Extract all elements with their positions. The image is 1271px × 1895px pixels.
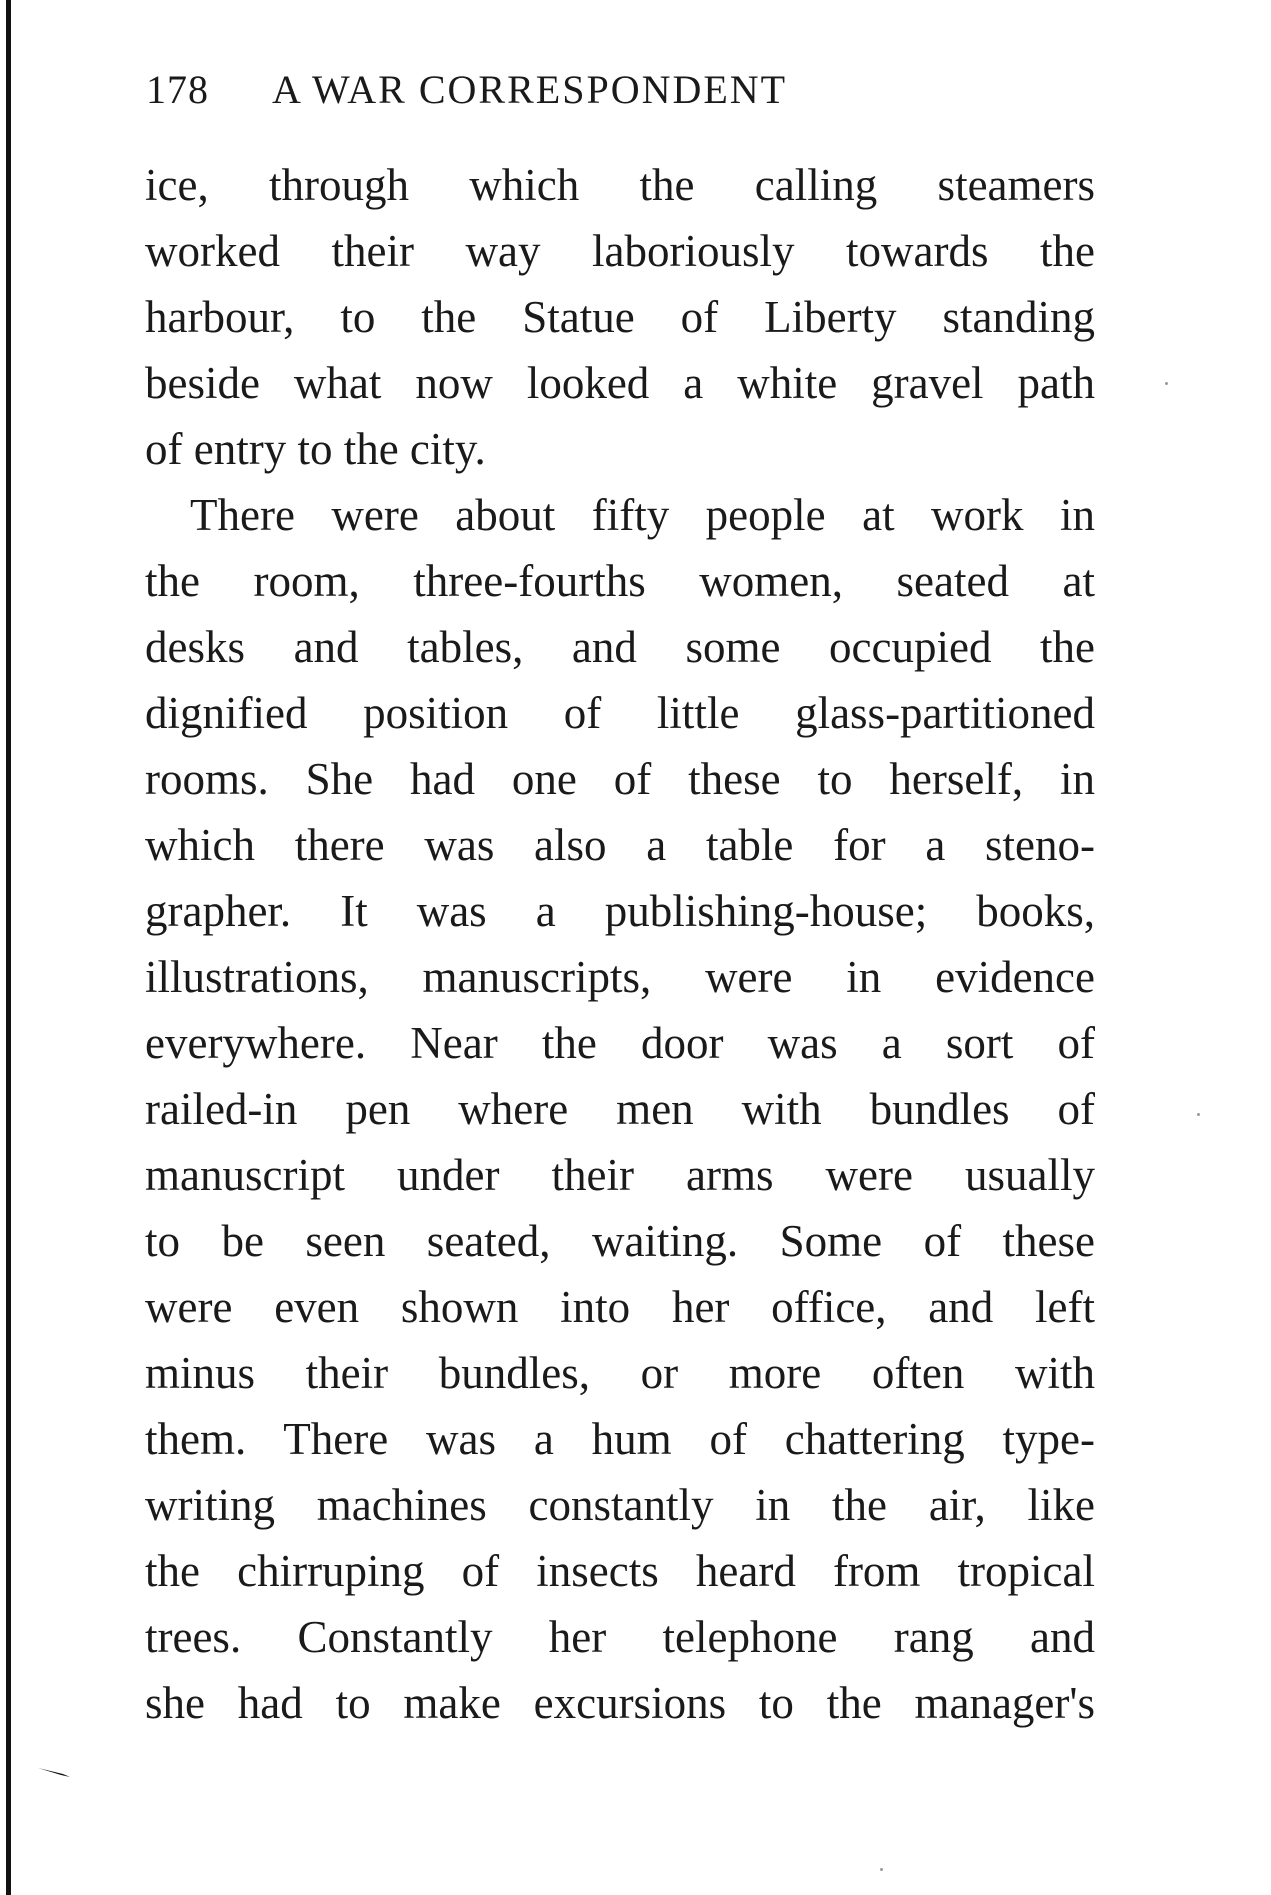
text-line: rooms. She had one of these to herself, in <box>145 754 1095 804</box>
text-line: everywhere. Near the door was a sort of <box>145 1018 1095 1068</box>
page-spine-edge <box>6 0 11 1895</box>
text-line: railed-in pen where men with bundles of <box>145 1084 1095 1134</box>
text-line: ice, through which the calling steamers <box>145 160 1095 210</box>
page-number: 178 <box>146 67 209 112</box>
text-line: dignified position of little glass-partitioned <box>145 688 1095 738</box>
text-line: she had to make excursions to the manager's <box>145 1678 1095 1728</box>
text-line: of entry to the city. <box>145 424 486 474</box>
text-line: minus their bundles, or more often with <box>145 1348 1095 1398</box>
paper-speck <box>1165 382 1168 385</box>
text-line: were even shown into her office, and left <box>145 1282 1095 1332</box>
text-line: the room, three-fourths women, seated at <box>145 556 1095 606</box>
text-line: which there was also a table for a steno- <box>145 820 1095 870</box>
paper-speck <box>1197 1113 1200 1116</box>
running-title: A WAR CORRESPONDENT <box>272 67 788 112</box>
text-line: trees. Constantly her telephone rang and <box>145 1612 1095 1662</box>
text-line: writing machines constantly in the air, like <box>145 1480 1095 1530</box>
text-line: the chirruping of insects heard from tropical <box>145 1546 1095 1596</box>
text-line: beside what now looked a white gravel path <box>145 358 1095 408</box>
text-line: to be seen seated, waiting. Some of these <box>145 1216 1095 1266</box>
text-line: grapher. It was a publishing-house; books, <box>145 886 1095 936</box>
running-head <box>146 66 1146 126</box>
ink-mark <box>37 1766 71 1778</box>
text-line: manuscript under their arms were usually <box>145 1150 1095 1200</box>
text-line: desks and tables, and some occupied the <box>145 622 1095 672</box>
text-line: harbour, to the Statue of Liberty standing <box>145 292 1095 342</box>
body-text <box>145 152 1095 1736</box>
text-line: worked their way laboriously towards the <box>145 226 1095 276</box>
text-line: illustrations, manuscripts, were in evidence <box>145 952 1095 1002</box>
text-line: There were about fifty people at work in <box>190 490 1095 540</box>
paper-speck <box>880 1868 883 1871</box>
text-line: them. There was a hum of chattering type- <box>145 1414 1095 1464</box>
